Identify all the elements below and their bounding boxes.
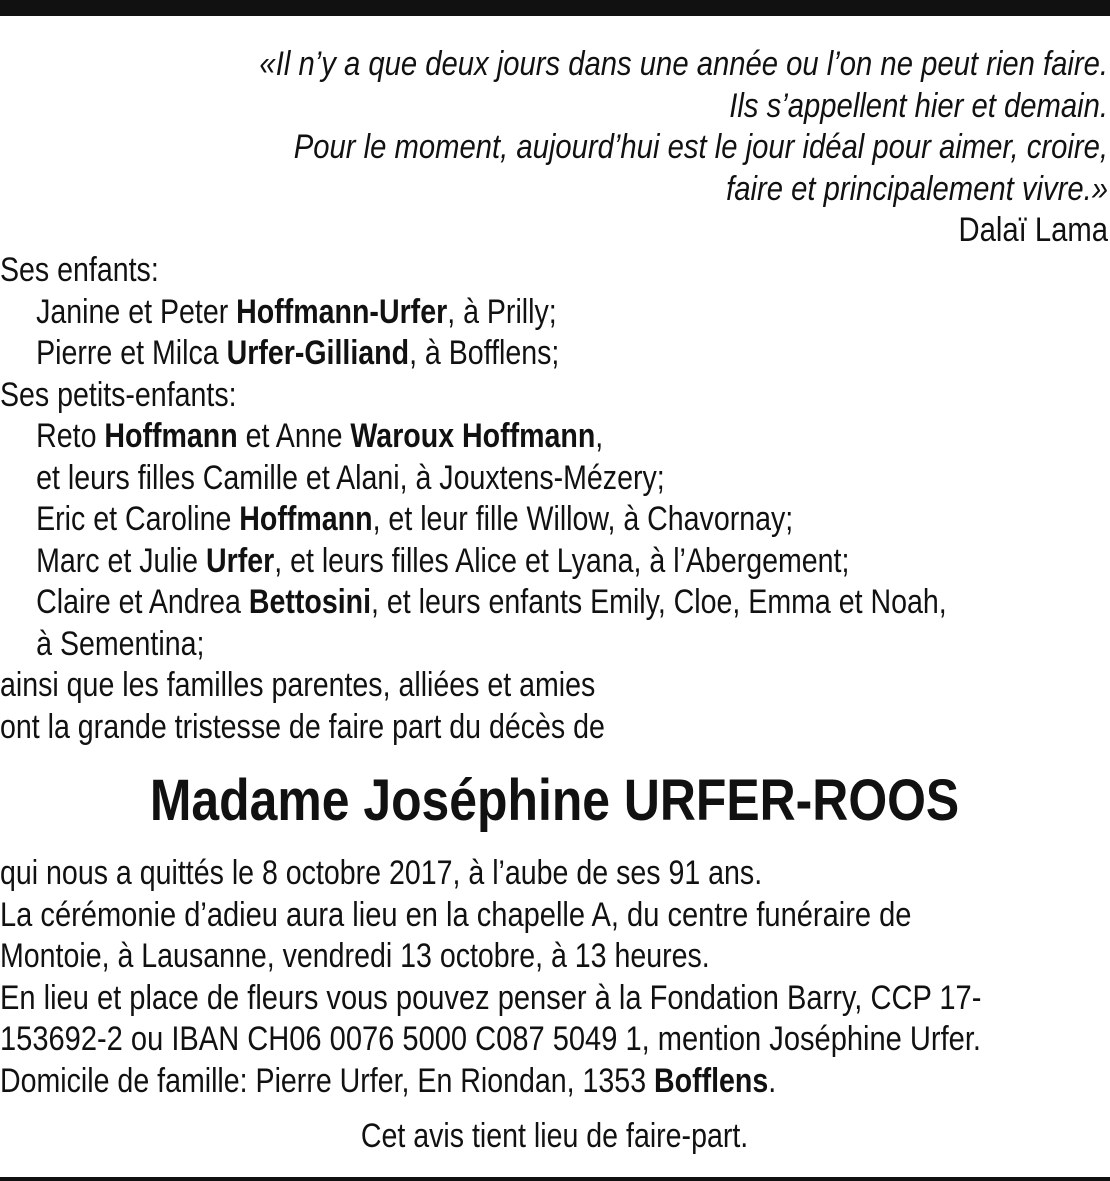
- child-location: , à Prilly;: [447, 292, 557, 331]
- quote-line: Ils s’appellent hier et demain.: [729, 86, 1108, 125]
- grandchild-details: , et leur fille Willow, à Chavornay;: [372, 500, 794, 538]
- donation-line: 153692-2 ou IBAN CH06 0076 5000 C087 5049 1, mention Joséphine Urfer.: [0, 1020, 981, 1058]
- grandchild-entry-continued: et leurs filles Camille et Alani, à Jouxtens-Mézery;: [36, 458, 665, 497]
- grandchild-entry: [0, 416, 1092, 458]
- ceremony-details: [0, 853, 1110, 1102]
- child-first-names: Janine et Peter: [36, 292, 237, 331]
- punctuation: .: [768, 1061, 777, 1100]
- ceremony-line: La cérémonie d’adieu aura lieu en la chapelle A, du centre funéraire de: [0, 895, 912, 934]
- closing-text: Cet avis tient lieu de faire-part.: [361, 1117, 749, 1155]
- grandchild-first-names: Marc et Julie: [36, 541, 206, 580]
- families-line: ainsi que les familles parentes, alliées et amies: [0, 666, 596, 704]
- epigraph-quote: [162, 44, 1108, 252]
- grandchild-surname: Bettosini: [248, 583, 372, 621]
- grandchild-surname: Hoffmann: [239, 500, 373, 538]
- grandchild-details: , et leurs filles Alice et Lyana, à l’Abergement;: [274, 541, 850, 580]
- grandchild-partner: et Anne: [237, 417, 351, 455]
- grandchild-entry: [0, 582, 1092, 624]
- grandchild-entry: [0, 541, 1092, 583]
- grandchild-details: , et leurs enfants Emily, Cloe, Emma et Noah,: [371, 583, 947, 621]
- grandchild-entry: [0, 499, 1092, 541]
- deceased-name: Madame Joséphine URFER-ROOS: [150, 768, 960, 833]
- family-home-line: [0, 1061, 932, 1103]
- child-entry: [0, 333, 1092, 375]
- punctuation: ,: [595, 417, 604, 455]
- deceased-name-heading: [0, 768, 1110, 834]
- ceremony-line: Montoie, à Lausanne, vendredi 13 octobre, à 13 heures.: [0, 937, 710, 975]
- grandchild-entry-continued: à Sementina;: [36, 624, 205, 663]
- child-surname: Hoffmann-Urfer: [236, 292, 448, 331]
- child-first-names: Pierre et Milca: [36, 334, 227, 372]
- top-rule: [0, 0, 1110, 16]
- closing-note: [0, 1116, 1110, 1158]
- grandchild-first-names: Eric et Caroline: [36, 500, 240, 538]
- child-entry: [0, 292, 1092, 334]
- grandchild-first-name: Reto: [36, 417, 105, 455]
- bottom-rule: [0, 1177, 1110, 1181]
- family-list: [0, 250, 1092, 748]
- passing-line: qui nous a quittés le 8 octobre 2017, à l’aube de ses 91 ans.: [0, 854, 763, 892]
- announcement-line: ont la grande tristesse de faire part du décès de: [0, 707, 605, 746]
- children-heading: Ses enfants:: [0, 251, 159, 289]
- grandchild-surname: Hoffmann: [104, 417, 238, 455]
- quote-line: Pour le moment, aujourd’hui est le jour idéal pour aimer, croire,: [293, 128, 1108, 166]
- grandchild-surname: Urfer: [205, 541, 275, 580]
- grandchild-partner-surname: Waroux Hoffmann: [350, 417, 596, 455]
- child-location: , à Bofflens;: [409, 334, 560, 372]
- grandchildren-heading: Ses petits-enfants:: [0, 375, 237, 414]
- quote-line: «Il n’y a que deux jours dans une année ou l’on ne peut rien faire.: [259, 45, 1108, 83]
- quote-author: Dalaï Lama: [958, 211, 1108, 249]
- child-surname: Urfer-Gilliand: [226, 334, 410, 372]
- quote-line: faire et principalement vivre.»: [726, 169, 1108, 208]
- grandchild-first-names: Claire et Andrea: [36, 583, 249, 621]
- donation-line: En lieu et place de fleurs vous pouvez penser à la Fondation Barry, CCP 17-: [0, 978, 982, 1017]
- family-home-town: Bofflens: [654, 1061, 769, 1100]
- family-home-address: Domicile de famille: Pierre Urfer, En Riondan, 1353: [0, 1061, 655, 1100]
